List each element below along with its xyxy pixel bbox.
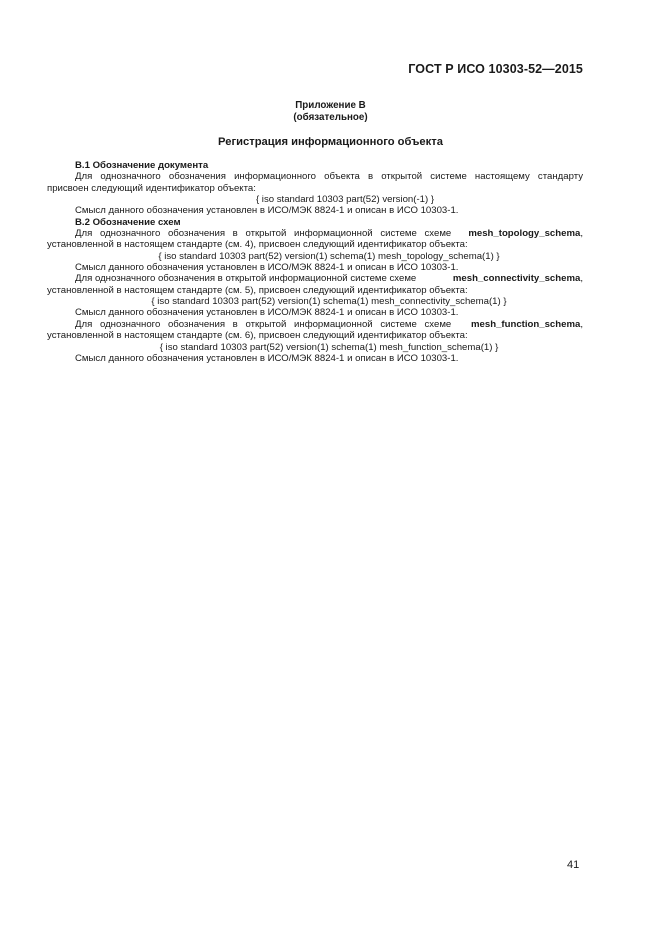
schema-text: Для однозначного обозначения в открытой информационной системе схеме: [75, 318, 452, 330]
schema-paragraph-line1: Для однозначного обозначения в открытой информационной системе схеме mesh_topology_schema,: [75, 228, 583, 240]
page-number: 41: [567, 859, 580, 871]
object-identifier: { iso standard 10303 part(52) version(1) schema(1) mesh_topology_schema(1) }: [158, 250, 500, 262]
paragraph-line: присвоен следующий идентификатор объекта:: [47, 182, 256, 194]
object-identifier: { iso standard 10303 part(52) version(1) schema(1) mesh_function_schema(1) }: [159, 341, 499, 353]
meaning-note: Смысл данного обозначения установлен в ИСО/МЭК 8824-1 и описан в ИСО 10303-1.: [75, 262, 459, 274]
schema-text: Для однозначного обозначения в открытой информационной системе схеме: [75, 228, 452, 240]
annex-heading: [0, 100, 661, 123]
schema-paragraph-line2: установленной в настоящем стандарте (см. 6), присвоен следующий идентификатор объекта:: [47, 330, 468, 342]
standard-code-header: ГОСТ Р ИСО 10303-52—2015: [408, 62, 583, 76]
annex-label: Приложение В: [295, 100, 366, 111]
object-identifier: { iso standard 10303 part(52) version(1) schema(1) mesh_connectivity_schema(1) }: [151, 296, 507, 308]
annex-status: (обязательное): [293, 111, 368, 123]
schema-paragraph-line1: Для однозначного обозначения в открытой информационной системе схеме mesh_connectivity_schema,: [75, 273, 583, 285]
paragraph-line: Для однозначного обозначения информационного объекта в открытой системе настоящему стандарту: [75, 171, 583, 183]
section-heading-b1: В.1 Обозначение документа: [75, 160, 209, 171]
meaning-note: Смысл данного обозначения установлен в ИСО/МЭК 8824-1 и описан в ИСО 10303-1.: [75, 205, 459, 217]
meaning-note: Смысл данного обозначения установлен в ИСО/МЭК 8824-1 и описан в ИСО 10303-1.: [75, 307, 459, 319]
section-heading-b2: В.2 Обозначение схем: [75, 216, 181, 228]
schema-paragraph-line2: установленной в настоящем стандарте (см. 4), присвоен следующий идентификатор объекта:: [47, 239, 468, 251]
schema-paragraph-line1: Для однозначного обозначения в открытой информационной системе схеме mesh_function_schema,: [75, 318, 583, 330]
schema-paragraph-line2: установленной в настоящем стандарте (см. 5), присвоен следующий идентификатор объекта:: [47, 284, 468, 296]
annex-title: Регистрация информационного объекта: [218, 136, 443, 148]
schema-text: Для однозначного обозначения в открытой информационной системе схеме: [75, 273, 417, 285]
document-body: [47, 160, 583, 364]
schema-name: mesh_topology_schema: [468, 228, 581, 240]
schema-name: mesh_function_schema: [471, 318, 581, 330]
schema-name: mesh_connectivity_schema: [452, 273, 581, 285]
object-identifier: { iso standard 10303 part(52) version(-1) }: [255, 194, 435, 206]
meaning-note: Смысл данного обозначения установлен в ИСО/МЭК 8824-1 и описан в ИСО 10303-1.: [75, 352, 459, 364]
